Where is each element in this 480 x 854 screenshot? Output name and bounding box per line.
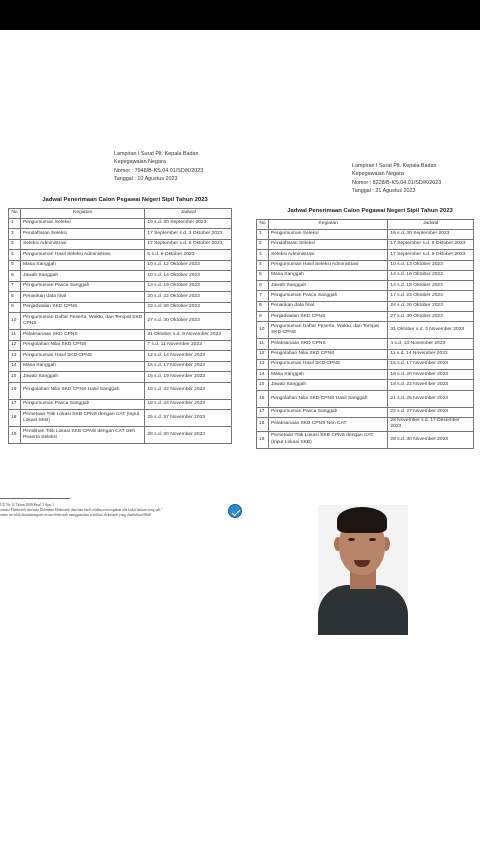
row-number: 10 xyxy=(257,322,269,339)
row-kegiatan: Pengumuman Daftar Peserta, Waktu, dan Tempat SKD CPNS xyxy=(268,322,387,339)
row-kegiatan: Pengumuman Pasca Sanggah xyxy=(20,281,144,292)
presenter-shirt xyxy=(318,585,408,635)
row-number: 16 xyxy=(9,382,21,399)
row-jadwal: 16 s.d. 30 September 2023 xyxy=(388,229,474,239)
column-header-no: No xyxy=(257,219,269,229)
row-number: 14 xyxy=(9,361,21,372)
row-number: 19 xyxy=(9,427,21,444)
row-kegiatan: Jawab Sanggah xyxy=(20,372,144,383)
column-header-no: No xyxy=(9,208,21,218)
row-jadwal: 18 s.d. 20 November 2023 xyxy=(388,370,474,380)
row-kegiatan: Masa Sanggah xyxy=(268,270,387,280)
table-row xyxy=(257,407,474,417)
table-row xyxy=(257,349,474,359)
row-number: 9 xyxy=(9,302,21,313)
row-kegiatan: Pemetaan Titik Lokasi SKB CPNS dengan CAT (Input Lokasi SKB) xyxy=(268,431,387,448)
footer-line: ormasi Elektronik dan/atau Dokumen Elektronik dan/atau hasil cetaknya merupakan alat bukti hukum yang sah." xyxy=(0,508,163,512)
row-kegiatan: Penjadwalan SKD CPNS xyxy=(268,312,387,322)
table-row xyxy=(257,270,474,280)
row-jadwal: 7 s.d. 11 November 2023 xyxy=(145,340,232,351)
header-line: Tanggal : 10 Agustus 2023 xyxy=(114,176,178,183)
presenter-eye xyxy=(369,538,376,541)
row-kegiatan: Pendaftaran Seleksi xyxy=(20,229,144,240)
right-document xyxy=(248,150,480,449)
row-jadwal: 22 s.d. 27 November 2023 xyxy=(388,407,474,417)
row-kegiatan: Pengumuman Pasca Sanggah xyxy=(20,399,144,410)
row-kegiatan: Jawab Sanggah xyxy=(20,271,144,282)
row-jadwal: 15 s.d. 17 November 2023 xyxy=(145,361,232,372)
table-row xyxy=(9,399,232,410)
left-doc-title: Jadwal Penerimaan Calon Pegawai Negeri Sipil Tahun 2023 xyxy=(42,196,208,203)
table-row xyxy=(257,322,474,339)
row-jadwal: 24 s.d. 26 Oktober 2023 xyxy=(388,301,474,311)
table-row xyxy=(9,271,232,282)
row-number: 2 xyxy=(9,229,21,240)
row-number: 8 xyxy=(9,292,21,303)
row-number: 1 xyxy=(9,218,21,229)
row-number: 13 xyxy=(9,351,21,362)
row-jadwal: 10 s.d. 13 Oktober 2023 xyxy=(388,260,474,270)
row-number: 17 xyxy=(257,407,269,417)
row-kegiatan: Pelaksanaan SKD CPNS xyxy=(20,330,144,341)
row-jadwal: 28 s.d. 30 November 2023 xyxy=(388,431,474,448)
table-row xyxy=(257,250,474,260)
row-jadwal: 11 s.d. 14 November 2023 xyxy=(388,349,474,359)
row-jadwal: 12 s.d. 14 November 2023 xyxy=(145,351,232,362)
row-jadwal: 16 s.d. 30 September 2023 xyxy=(145,218,232,229)
row-kegiatan: Jawab Sanggah xyxy=(268,380,387,390)
row-number: 12 xyxy=(257,349,269,359)
row-jadwal: 23 s.d. 26 Oktober 2023 xyxy=(145,302,232,313)
row-kegiatan: Pendaftaran Seleksi xyxy=(268,239,387,249)
row-kegiatan: Pemilihan Titik Lokasi SKB CPNS dengan CAT oleh Peserta Seleksi xyxy=(20,427,144,444)
row-jadwal: 13 s.d. 19 Oktober 2023 xyxy=(145,281,232,292)
row-kegiatan: Seleksi Administrasi xyxy=(268,250,387,260)
row-jadwal: 15 s.d. 17 November 2023 xyxy=(388,359,474,369)
table-row xyxy=(9,218,232,229)
row-kegiatan: Pengumuman Seleksi xyxy=(20,218,144,229)
table-row xyxy=(257,312,474,322)
row-jadwal: 18 s.d. 24 November 2023 xyxy=(145,399,232,410)
row-number: 10 xyxy=(9,313,21,330)
table-row xyxy=(257,390,474,407)
table-row xyxy=(9,292,232,303)
header-line: Kepegawaian Negara xyxy=(352,171,404,178)
table-row xyxy=(9,340,232,351)
row-jadwal: 10 s.d. 14 Oktober 2023 xyxy=(145,271,232,282)
row-jadwal: 28 November s.d. 17 Desember 2023 xyxy=(388,418,474,432)
table-header-row xyxy=(257,219,474,229)
table-row xyxy=(257,431,474,448)
row-kegiatan: Pengumuman Hasil Seleksi Administrasi xyxy=(20,250,144,261)
row-jadwal: 27 s.d. 30 Oktober 2023 xyxy=(388,312,474,322)
table-row xyxy=(9,302,232,313)
footer-line: UU No 11 Tahun 2008 Pasal 5 Ayat 1 xyxy=(0,503,54,507)
row-kegiatan: Pengumuman Hasil SKD CPNS xyxy=(20,351,144,362)
table-row xyxy=(9,330,232,341)
left-document xyxy=(0,150,240,444)
column-header-jadwal: Jadwal xyxy=(388,219,474,229)
table-row xyxy=(257,339,474,349)
row-jadwal: 17 September s.d. 3 Oktober 2023 xyxy=(145,229,232,240)
table-row xyxy=(9,260,232,271)
table-row xyxy=(257,418,474,432)
row-number: 16 xyxy=(257,390,269,407)
row-jadwal: 17 September s.d. 5 Oktober 2023 xyxy=(145,239,232,250)
table-row xyxy=(257,229,474,239)
row-number: 13 xyxy=(257,359,269,369)
row-number: 3 xyxy=(257,250,269,260)
table-row xyxy=(257,301,474,311)
row-jadwal: 28 s.d. 30 November 2023 xyxy=(145,427,232,444)
row-jadwal: 15 s.d. 19 November 2023 xyxy=(145,372,232,383)
row-kegiatan: Masa Sanggah xyxy=(20,361,144,372)
row-jadwal: 10 s.d. 12 Oktober 2023 xyxy=(145,260,232,271)
footer-divider xyxy=(0,498,70,499)
row-number: 5 xyxy=(9,260,21,271)
row-kegiatan: Seleksi Administrasi xyxy=(20,239,144,250)
row-kegiatan: Penjadwalan SKD CPNS xyxy=(20,302,144,313)
table-row xyxy=(257,281,474,291)
table-row xyxy=(9,372,232,383)
row-jadwal: 18 s.d. 22 November 2023 xyxy=(388,380,474,390)
table-row xyxy=(257,260,474,270)
header-line: Lampiran I Surat Plt. Kepala Badan xyxy=(114,151,199,157)
row-jadwal: 6 s.d. 9 Oktober 2023 xyxy=(145,250,232,261)
header-line: Nomor : 8228/B-KS.04.01/SD/K/2023 xyxy=(352,179,442,186)
left-doc-header xyxy=(114,150,240,184)
row-number: 6 xyxy=(257,281,269,291)
row-number: 5 xyxy=(257,270,269,280)
left-schedule-table xyxy=(8,208,232,445)
row-number: 17 xyxy=(9,399,21,410)
row-jadwal: 31 Oktober s.d. 3 November 2023 xyxy=(388,322,474,339)
row-jadwal: 27 s.d. 30 Oktober 2023 xyxy=(145,313,232,330)
row-number: 15 xyxy=(9,372,21,383)
header-line: Nomor : 7948/B-KS.04.01/SD/K/2023 xyxy=(114,167,204,174)
table-row xyxy=(9,361,232,372)
row-kegiatan: Penarikan data final xyxy=(268,301,387,311)
row-kegiatan: Masa Sanggah xyxy=(268,370,387,380)
row-number: 4 xyxy=(9,250,21,261)
row-kegiatan: Pengumuman Pasca Sanggah xyxy=(268,291,387,301)
row-jadwal: 17 s.d. 23 Oktober 2023 xyxy=(388,291,474,301)
row-number: 19 xyxy=(257,431,269,448)
row-kegiatan: Pemetaan Titik Lokasi SKB CPNS dengan CAT (Input Lokasi SKB) xyxy=(20,410,144,427)
row-kegiatan: Pengumuman Hasil SKD CPNS xyxy=(268,359,387,369)
right-doc-title: Jadwal Penerimaan Calon Pegawai Negeri Sipil Tahun 2023 xyxy=(287,207,453,214)
column-header-kegiatan: Kegiatan xyxy=(268,219,387,229)
row-number: 8 xyxy=(257,301,269,311)
header-line: Lampiran I Surat Plt. Kepala Badan xyxy=(352,163,437,169)
presenter-eye xyxy=(348,538,355,541)
table-row xyxy=(257,291,474,301)
table-row xyxy=(9,410,232,427)
row-number: 7 xyxy=(257,291,269,301)
table-row xyxy=(9,239,232,250)
row-number: 3 xyxy=(9,239,21,250)
table-row xyxy=(9,250,232,261)
row-kegiatan: Pelaksanaan SKB CPNS Non CAT xyxy=(268,418,387,432)
right-doc-header xyxy=(352,162,480,196)
row-number: 6 xyxy=(9,271,21,282)
row-number: 2 xyxy=(257,239,269,249)
row-jadwal: 18 s.d. 22 November 2023 xyxy=(145,382,232,399)
row-number: 11 xyxy=(257,339,269,349)
table-row xyxy=(257,239,474,249)
row-number: 14 xyxy=(257,370,269,380)
table-row xyxy=(9,382,232,399)
row-kegiatan: Masa Sanggah xyxy=(20,260,144,271)
row-jadwal: 17 September s.d. 9 Oktober 2023 xyxy=(388,250,474,260)
row-jadwal: 31 Oktober s.d. 9 November 2023 xyxy=(145,330,232,341)
row-number: 7 xyxy=(9,281,21,292)
right-schedule-table xyxy=(256,219,474,449)
table-header-row xyxy=(9,208,232,218)
row-jadwal: 17 September s.d. 6 Oktober 2023 xyxy=(388,239,474,249)
row-kegiatan: Pengumuman Hasil Seleksi Administrasi xyxy=(268,260,387,270)
row-kegiatan: Jawab Sanggah xyxy=(268,281,387,291)
row-jadwal: 25 s.d. 27 November 2023 xyxy=(145,410,232,427)
row-number: 18 xyxy=(257,418,269,432)
table-row xyxy=(9,229,232,240)
row-jadwal: 21 s.d. 25 November 2023 xyxy=(388,390,474,407)
header-line: Kepegawaian Negara xyxy=(114,159,166,166)
footer-legal-note xyxy=(0,503,163,518)
row-kegiatan: Pengolahan Nilai SKD CPNS Hasil Sanggah xyxy=(268,390,387,407)
row-jadwal: 14 s.d. 18 Oktober 2023 xyxy=(388,281,474,291)
header-line: Tanggal : 21 Agustus 2023 xyxy=(352,188,416,195)
row-number: 18 xyxy=(9,410,21,427)
table-row xyxy=(9,351,232,362)
column-header-jadwal: Jadwal xyxy=(145,208,232,218)
top-black-bar xyxy=(0,0,480,30)
table-row xyxy=(9,427,232,444)
table-row xyxy=(257,370,474,380)
presenter-hair xyxy=(337,507,387,533)
row-number: 15 xyxy=(257,380,269,390)
table-row xyxy=(257,380,474,390)
row-jadwal: 20 s.d. 22 Oktober 2023 xyxy=(145,292,232,303)
row-number: 9 xyxy=(257,312,269,322)
row-kegiatan: Pengumuman Pasca Sanggah xyxy=(268,407,387,417)
footer-line: umen ini telah ditandatangani secara elektronik menggunakan sertifikat elektronik yang diterbitkan BSrE xyxy=(0,513,152,517)
row-kegiatan: Pelaksanaan SKD CPNS xyxy=(268,339,387,349)
row-jadwal: 14 s.d. 16 Oktober 2023 xyxy=(388,270,474,280)
row-kegiatan: Pengolahan Nilai SKD CPNS xyxy=(268,349,387,359)
row-number: 12 xyxy=(9,340,21,351)
row-number: 1 xyxy=(257,229,269,239)
row-kegiatan: Pengolahan Nilai SKD CPNS Hasil Sanggah xyxy=(20,382,144,399)
presenter-video-overlay xyxy=(318,505,408,635)
row-kegiatan: Pengumuman Daftar Peserta, Waktu, dan Tempat SKD CPNS xyxy=(20,313,144,330)
table-row xyxy=(9,281,232,292)
verified-check-icon xyxy=(228,504,242,518)
row-number: 11 xyxy=(9,330,21,341)
row-number: 4 xyxy=(257,260,269,270)
row-kegiatan: Penarikan data final xyxy=(20,292,144,303)
table-row xyxy=(9,313,232,330)
row-kegiatan: Pengumuman Seleksi xyxy=(268,229,387,239)
row-jadwal: 4 s.d. 13 November 2023 xyxy=(388,339,474,349)
right-table-body xyxy=(257,229,474,448)
row-kegiatan: Pengolahan Nilai SKD CPNS xyxy=(20,340,144,351)
column-header-kegiatan: Kegiatan xyxy=(20,208,144,218)
table-row xyxy=(257,359,474,369)
left-table-body xyxy=(9,218,232,444)
